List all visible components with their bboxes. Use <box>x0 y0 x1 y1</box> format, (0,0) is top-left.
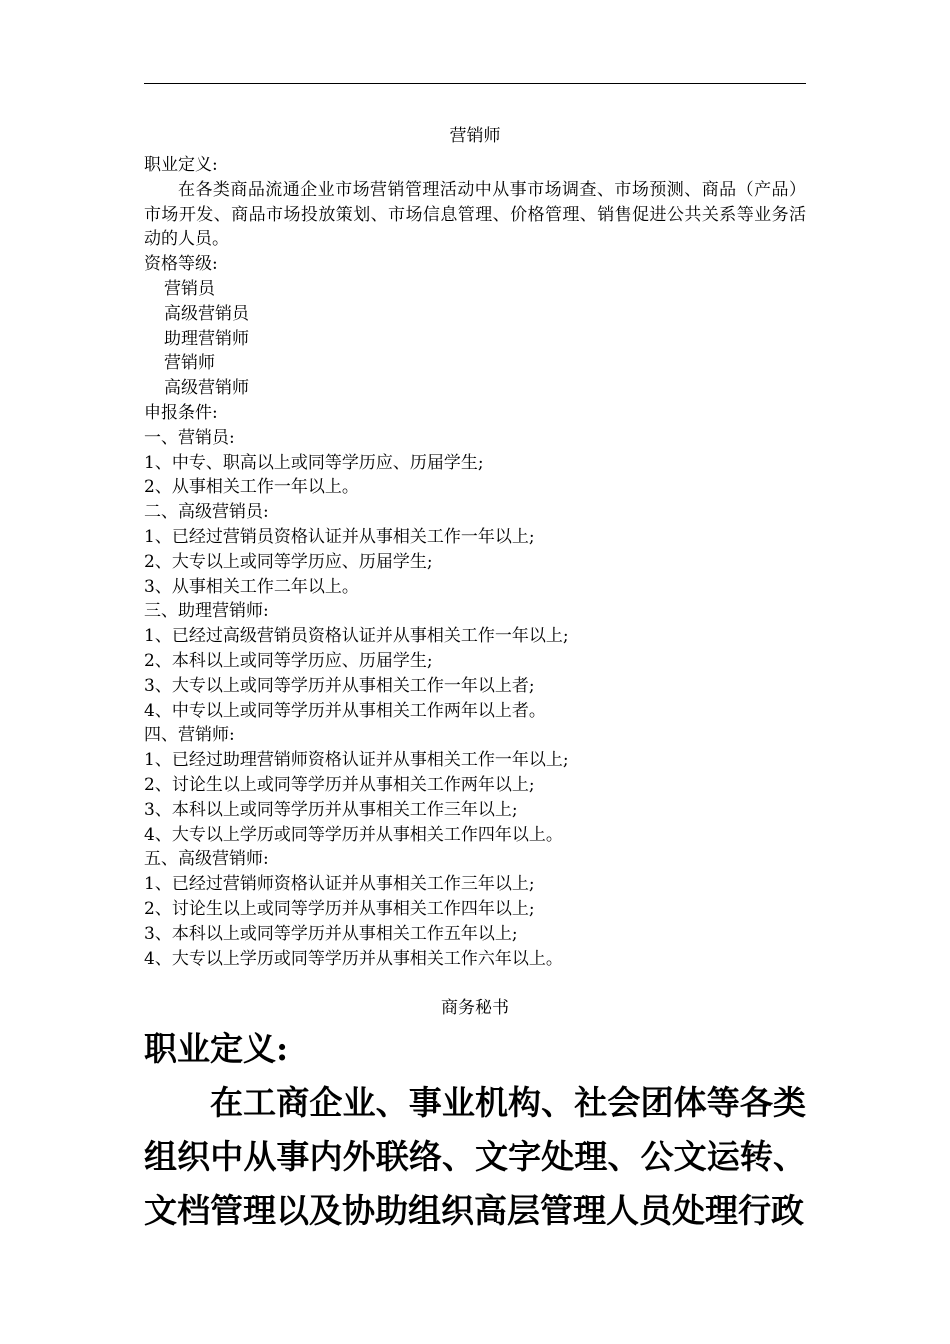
marketing-levels-label: 资格等级: <box>144 254 218 275</box>
requirement-group-heading: 一、营销员: <box>144 427 235 448</box>
header-rule <box>144 83 806 84</box>
marketing-levels-list <box>144 277 806 401</box>
requirement-item: 1、已经过营销员资格认证并从事相关工作一年以上; <box>144 526 535 547</box>
level-item: 高级营销员 <box>164 303 249 324</box>
level-item: 营销师 <box>164 353 215 374</box>
requirement-item: 3、从事相关工作二年以上。 <box>144 576 359 597</box>
marketing-title: 营销师 <box>449 126 501 146</box>
requirement-group-heading: 三、助理营销师: <box>144 601 269 622</box>
secretary-definition-label: 职业定义: <box>144 1029 289 1068</box>
secretary-title: 商务秘书 <box>441 998 509 1018</box>
requirement-group <box>144 426 806 500</box>
marketing-definition-text: 在各类商品流通企业市场营销管理活动中从事市场调查、市场预测、商品（产品）市场开发、商品市场投放策划、市场信息管理、价格管理、销售促进公共关系等业务活动的人员。 <box>144 179 806 250</box>
requirement-item: 3、大专以上或同等学历并从事相关工作一年以上者; <box>144 675 535 696</box>
requirement-item: 2、讨论生以上或同等学历并从事相关工作四年以上; <box>144 898 535 919</box>
secretary-definition-text: 在工商企业、事业机构、社会团体等各类组织中从事内外联络、文字处理、公文运转、文档管理以及协助组织高层管理人员处理行政 <box>144 1083 806 1230</box>
requirement-item: 4、中专以上或同等学历并从事相关工作两年以上者。 <box>144 700 546 721</box>
requirement-item: 2、从事相关工作一年以上。 <box>144 477 359 498</box>
requirement-group <box>144 500 806 599</box>
requirement-group-heading: 五、高级营销师: <box>144 849 269 870</box>
requirement-item: 4、大专以上学历或同等学历并从事相关工作六年以上。 <box>144 948 563 969</box>
requirement-group-heading: 二、高级营销员: <box>144 502 269 523</box>
requirement-item: 2、讨论生以上或同等学历并从事相关工作两年以上; <box>144 774 535 795</box>
level-item: 助理营销师 <box>164 328 249 349</box>
secretary-section <box>144 1022 806 1238</box>
requirement-item: 2、大专以上或同等学历应、历届学生; <box>144 551 433 572</box>
requirement-item: 4、大专以上学历或同等学历并从事相关工作四年以上。 <box>144 824 563 845</box>
marketing-section <box>144 119 806 971</box>
requirement-item: 3、本科以上或同等学历并从事相关工作三年以上; <box>144 799 518 820</box>
requirement-group <box>144 599 806 723</box>
marketing-definition-label: 职业定义: <box>144 155 218 175</box>
requirement-item: 3、本科以上或同等学历并从事相关工作五年以上; <box>144 923 518 944</box>
level-item: 营销员 <box>164 278 215 299</box>
requirement-item: 1、已经过高级营销员资格认证并从事相关工作一年以上; <box>144 626 569 647</box>
requirement-item: 1、中专、职高以上或同等学历应、历届学生; <box>144 452 484 473</box>
requirement-group <box>144 723 806 847</box>
requirement-item: 1、已经过营销师资格认证并从事相关工作三年以上; <box>144 874 535 895</box>
marketing-requirements-label: 申报条件: <box>144 402 218 423</box>
requirement-group-heading: 四、营销师: <box>144 725 235 746</box>
requirement-item: 1、已经过助理营销师资格认证并从事相关工作一年以上; <box>144 750 569 771</box>
requirement-item: 2、本科以上或同等学历应、历届学生; <box>144 650 433 671</box>
requirement-group <box>144 847 806 971</box>
level-item: 高级营销师 <box>164 378 249 399</box>
